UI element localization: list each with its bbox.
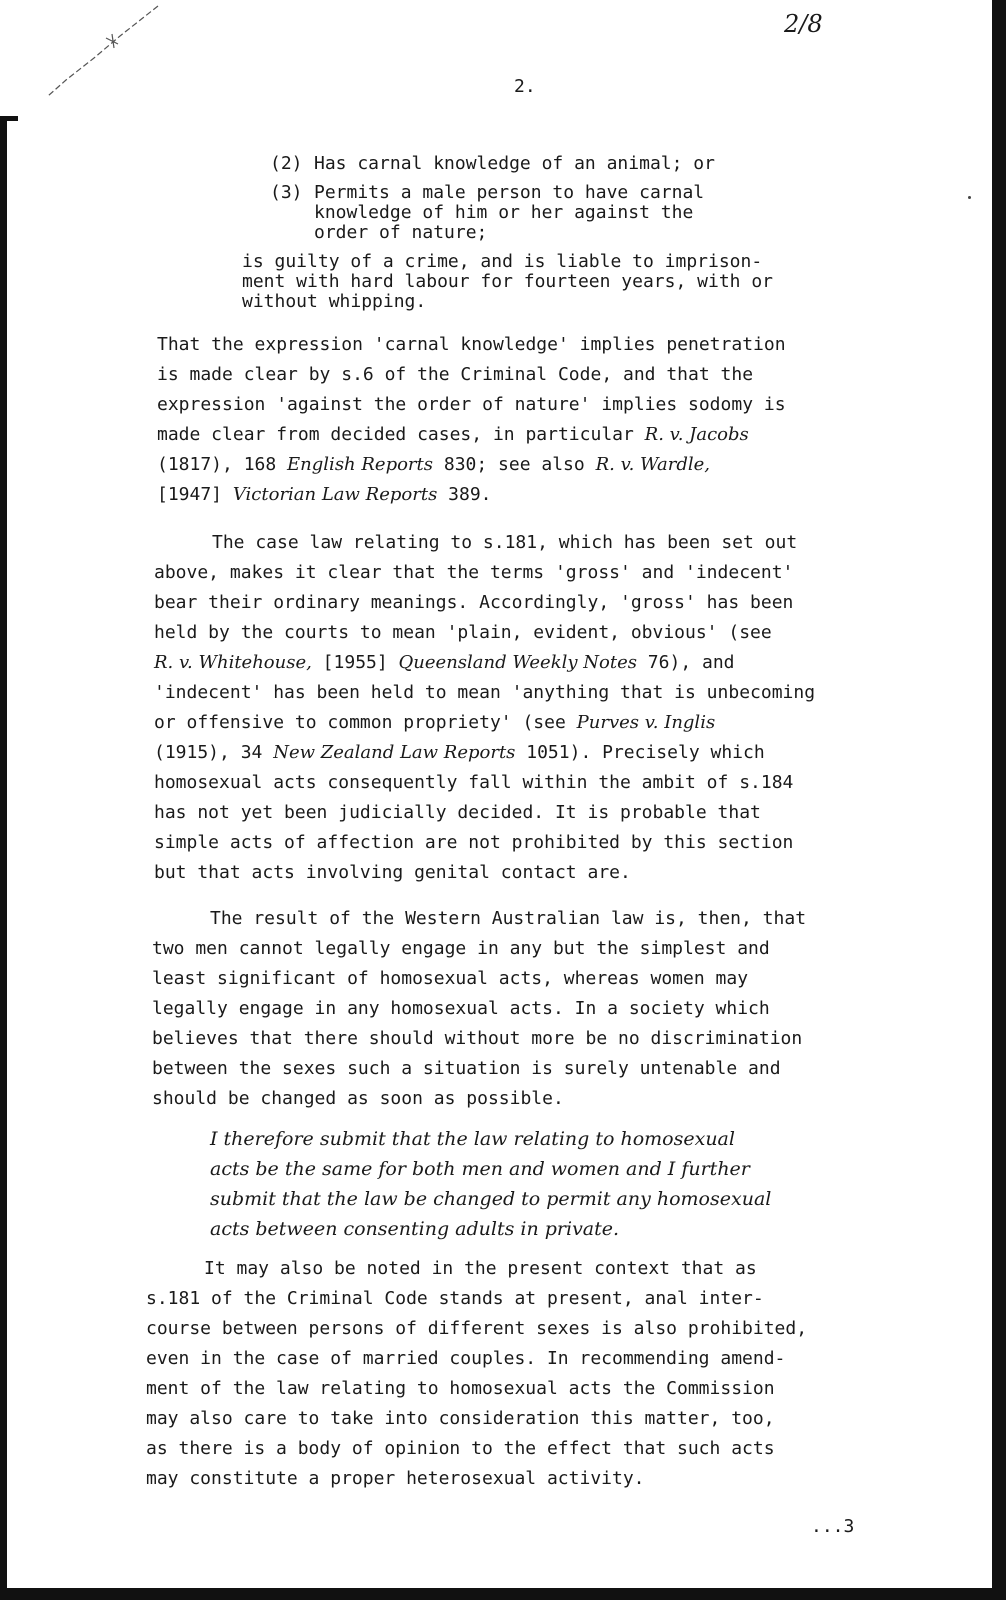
text-line [154, 708, 815, 738]
text-line [154, 738, 815, 768]
paragraph-case-law [154, 528, 815, 888]
statute-penalty-clause [242, 252, 773, 312]
subsection-line: Permits a male person to have carnal [314, 182, 705, 203]
submission-paragraph [210, 1124, 771, 1244]
case-citation: R. v. Whitehouse, [154, 652, 312, 673]
text-line: s.181 of the Criminal Code stands at present, anal inter- [146, 1288, 764, 1309]
text-line: legally engage in any homosexual acts. In a society which [152, 998, 770, 1019]
paragraph-result [152, 904, 806, 1114]
text-line: is guilty of a crime, and is liable to imprison- [242, 251, 763, 272]
text-line: may also care to take into consideration this matter, too, [146, 1408, 775, 1429]
scan-border-bottom [0, 1588, 1006, 1600]
text-line: but that acts involving genital contact are. [154, 862, 631, 883]
scan-border-left-cap [0, 116, 18, 121]
text-run: The case law relating to s.181, which has been set out [212, 532, 798, 553]
text-line: may constitute a proper heterosexual activity. [146, 1468, 645, 1489]
text-run: 389. [437, 484, 492, 505]
text-line: believes that there should without more be no discrimination [152, 1028, 803, 1049]
text-run: [1947] [157, 484, 233, 505]
law-report-title: English Reports [287, 454, 434, 475]
subsection-line: order of nature; [314, 222, 488, 243]
text-line [157, 450, 786, 480]
text-line: simple acts of affection are not prohibited by this section [154, 832, 794, 853]
text-line: bear their ordinary meanings. Accordingly, 'gross' has been [154, 592, 794, 613]
text-line: I therefore submit that the law relating to homosexual [210, 1128, 735, 1150]
text-line: is made clear by s.6 of the Criminal Code, and that the [157, 364, 754, 385]
text-line [157, 420, 786, 450]
paragraph-heterosexual-note [146, 1254, 807, 1494]
pen-scratch-mark [30, 0, 170, 110]
case-citation: R. v. Wardle, [595, 454, 710, 475]
text-run: [1955] [311, 652, 399, 673]
text-run: 76), and [636, 652, 735, 673]
text-run: It may also be noted in the present context that as [204, 1258, 757, 1279]
text-line [152, 904, 806, 934]
continuation-marker: ...3 [811, 1516, 855, 1537]
case-citation: Purves v. Inglis [576, 712, 716, 733]
text-run: (1817), 168 [157, 454, 288, 475]
subsection-marker: (3) [270, 182, 303, 203]
text-line: acts between consenting adults in private. [210, 1218, 620, 1240]
text-run: or offensive to common propriety' (see [154, 712, 577, 733]
subsection-line: knowledge of him or her against the [314, 202, 694, 223]
subsection-line: Has carnal knowledge of an animal; or [314, 153, 715, 174]
law-report-title: Victorian Law Reports [232, 484, 438, 505]
law-report-title: Queensland Weekly Notes [398, 652, 637, 673]
text-line: least significant of homosexual acts, whereas women may [152, 968, 749, 989]
case-citation: R. v. Jacobs [644, 424, 749, 445]
text-line: ment with hard labour for fourteen years, with or [242, 271, 774, 292]
text-run: (1915), 34 [154, 742, 274, 763]
text-line: between the sexes such a situation is surely untenable and [152, 1058, 781, 1079]
text-line [146, 1254, 807, 1284]
text-line: acts be the same for both men and women and I further [210, 1158, 750, 1180]
text-line: homosexual acts consequently fall within the ambit of s.184 [154, 772, 794, 793]
text-line: expression 'against the order of nature' implies sodomy is [157, 394, 786, 415]
paragraph-carnal-knowledge [157, 330, 786, 510]
text-line: has not yet been judicially decided. It is probable that [154, 802, 761, 823]
text-line: submit that the law be changed to permit any homosexual [210, 1188, 772, 1210]
statute-subsections [270, 154, 715, 252]
text-run: The result of the Western Australian law is, then, that [210, 908, 807, 929]
law-report-title: New Zealand Law Reports [273, 742, 516, 763]
text-line: above, makes it clear that the terms 'gross' and 'indecent' [154, 562, 794, 583]
text-line [154, 648, 815, 678]
text-line: 'indecent' has been held to mean 'anything that is unbecoming [154, 682, 816, 703]
text-line [157, 480, 786, 510]
text-line: held by the courts to mean 'plain, evident, obvious' (see [154, 622, 772, 643]
scan-border-right [992, 0, 1006, 1600]
subsection-3 [270, 183, 715, 243]
text-run: 830; see also [433, 454, 596, 475]
text-line: should be changed as soon as possible. [152, 1088, 564, 1109]
text-line: ment of the law relating to homosexual acts the Commission [146, 1378, 775, 1399]
text-line: course between persons of different sexes is also prohibited, [146, 1318, 808, 1339]
subsection-marker: (2) [270, 153, 303, 174]
page-number: 2. [514, 76, 536, 97]
text-line [154, 528, 815, 558]
text-line: as there is a body of opinion to the effect that such acts [146, 1438, 775, 1459]
handwritten-folio: 2/8 [784, 10, 823, 38]
scan-speck [968, 196, 971, 199]
text-line: even in the case of married couples. In recommending amend- [146, 1348, 786, 1369]
text-run: 1051). Precisely which [515, 742, 765, 763]
text-run: made clear from decided cases, in particular [157, 424, 645, 445]
text-line: That the expression 'carnal knowledge' implies penetration [157, 334, 786, 355]
text-line: without whipping. [242, 291, 427, 312]
text-line: two men cannot legally engage in any but the simplest and [152, 938, 770, 959]
subsection-2 [270, 154, 715, 174]
scan-border-left [0, 118, 7, 1600]
